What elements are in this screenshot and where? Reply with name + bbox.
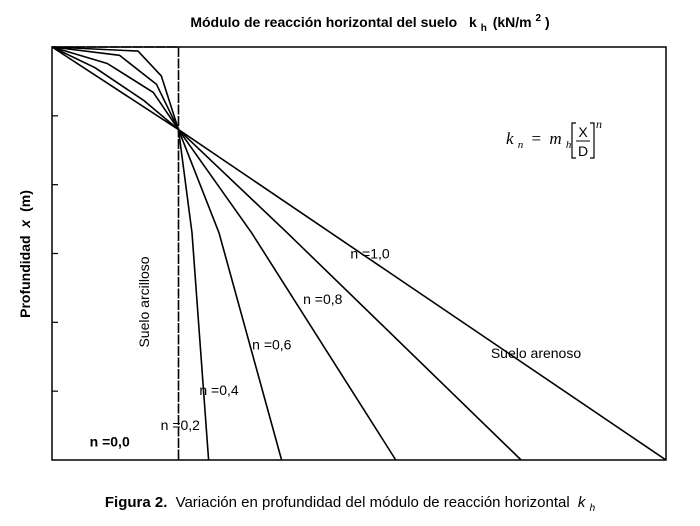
- y-axis-label: [17, 190, 33, 318]
- series-line-2: [52, 47, 282, 460]
- caption-symbol: k: [577, 494, 586, 511]
- y-axis-ticks: [52, 116, 58, 391]
- series-label-2: n =0,4: [199, 381, 239, 398]
- chart-title-unit-suffix: ): [544, 14, 550, 30]
- formula-m-sub: h: [565, 139, 572, 151]
- annotation-suelo-arcilloso: Suelo arcilloso: [136, 256, 152, 348]
- formula-numerator: X: [578, 124, 588, 140]
- chart-title-symbol-sub: h: [480, 23, 487, 34]
- formula-eq: =: [531, 129, 542, 148]
- series-line-1: [52, 47, 209, 460]
- chart-title-unit: (kN/m: [492, 14, 532, 30]
- formula-k-sub: n: [517, 139, 524, 151]
- series-label-5: n =1,0: [350, 245, 390, 262]
- chart-title-symbol: k: [469, 14, 477, 30]
- caption-symbol-sub: h: [589, 503, 596, 514]
- formula-exponent: n: [596, 117, 602, 131]
- formula-bracket-left: [572, 123, 576, 158]
- chart-title-main: Módulo de reacción horizontal del suelo: [190, 14, 458, 30]
- series-label-4: n =0,8: [303, 290, 343, 307]
- series-label-1: n =0,2: [160, 416, 200, 433]
- series-line-4: [52, 47, 521, 460]
- y-axis-label-unit: (m): [17, 190, 33, 212]
- annotation-suelo-arenoso: Suelo arenoso: [490, 345, 582, 361]
- formula: [506, 117, 602, 159]
- chart-title-unit-sup: 2: [535, 13, 542, 24]
- formula-bracket-right: [590, 123, 594, 158]
- formula-denominator: D: [577, 143, 589, 159]
- series-label-0: n =0,0: [89, 433, 130, 450]
- y-axis-label-var: x: [17, 219, 33, 228]
- chart-title: [190, 8, 549, 34]
- series-line-0: [52, 47, 179, 460]
- formula-lhs: [506, 129, 572, 152]
- caption-label: Figura 2.: [104, 494, 168, 511]
- formula-m: m: [549, 129, 562, 148]
- series-label-3: n =0,6: [252, 336, 292, 353]
- formula-k: k: [506, 129, 514, 148]
- figure-caption: [105, 494, 596, 514]
- series-labels: [90, 246, 390, 450]
- caption-text: Variación en profundidad del módulo de reacción horizontal: [175, 494, 570, 511]
- y-axis-label-prefix: Profundidad: [17, 235, 33, 318]
